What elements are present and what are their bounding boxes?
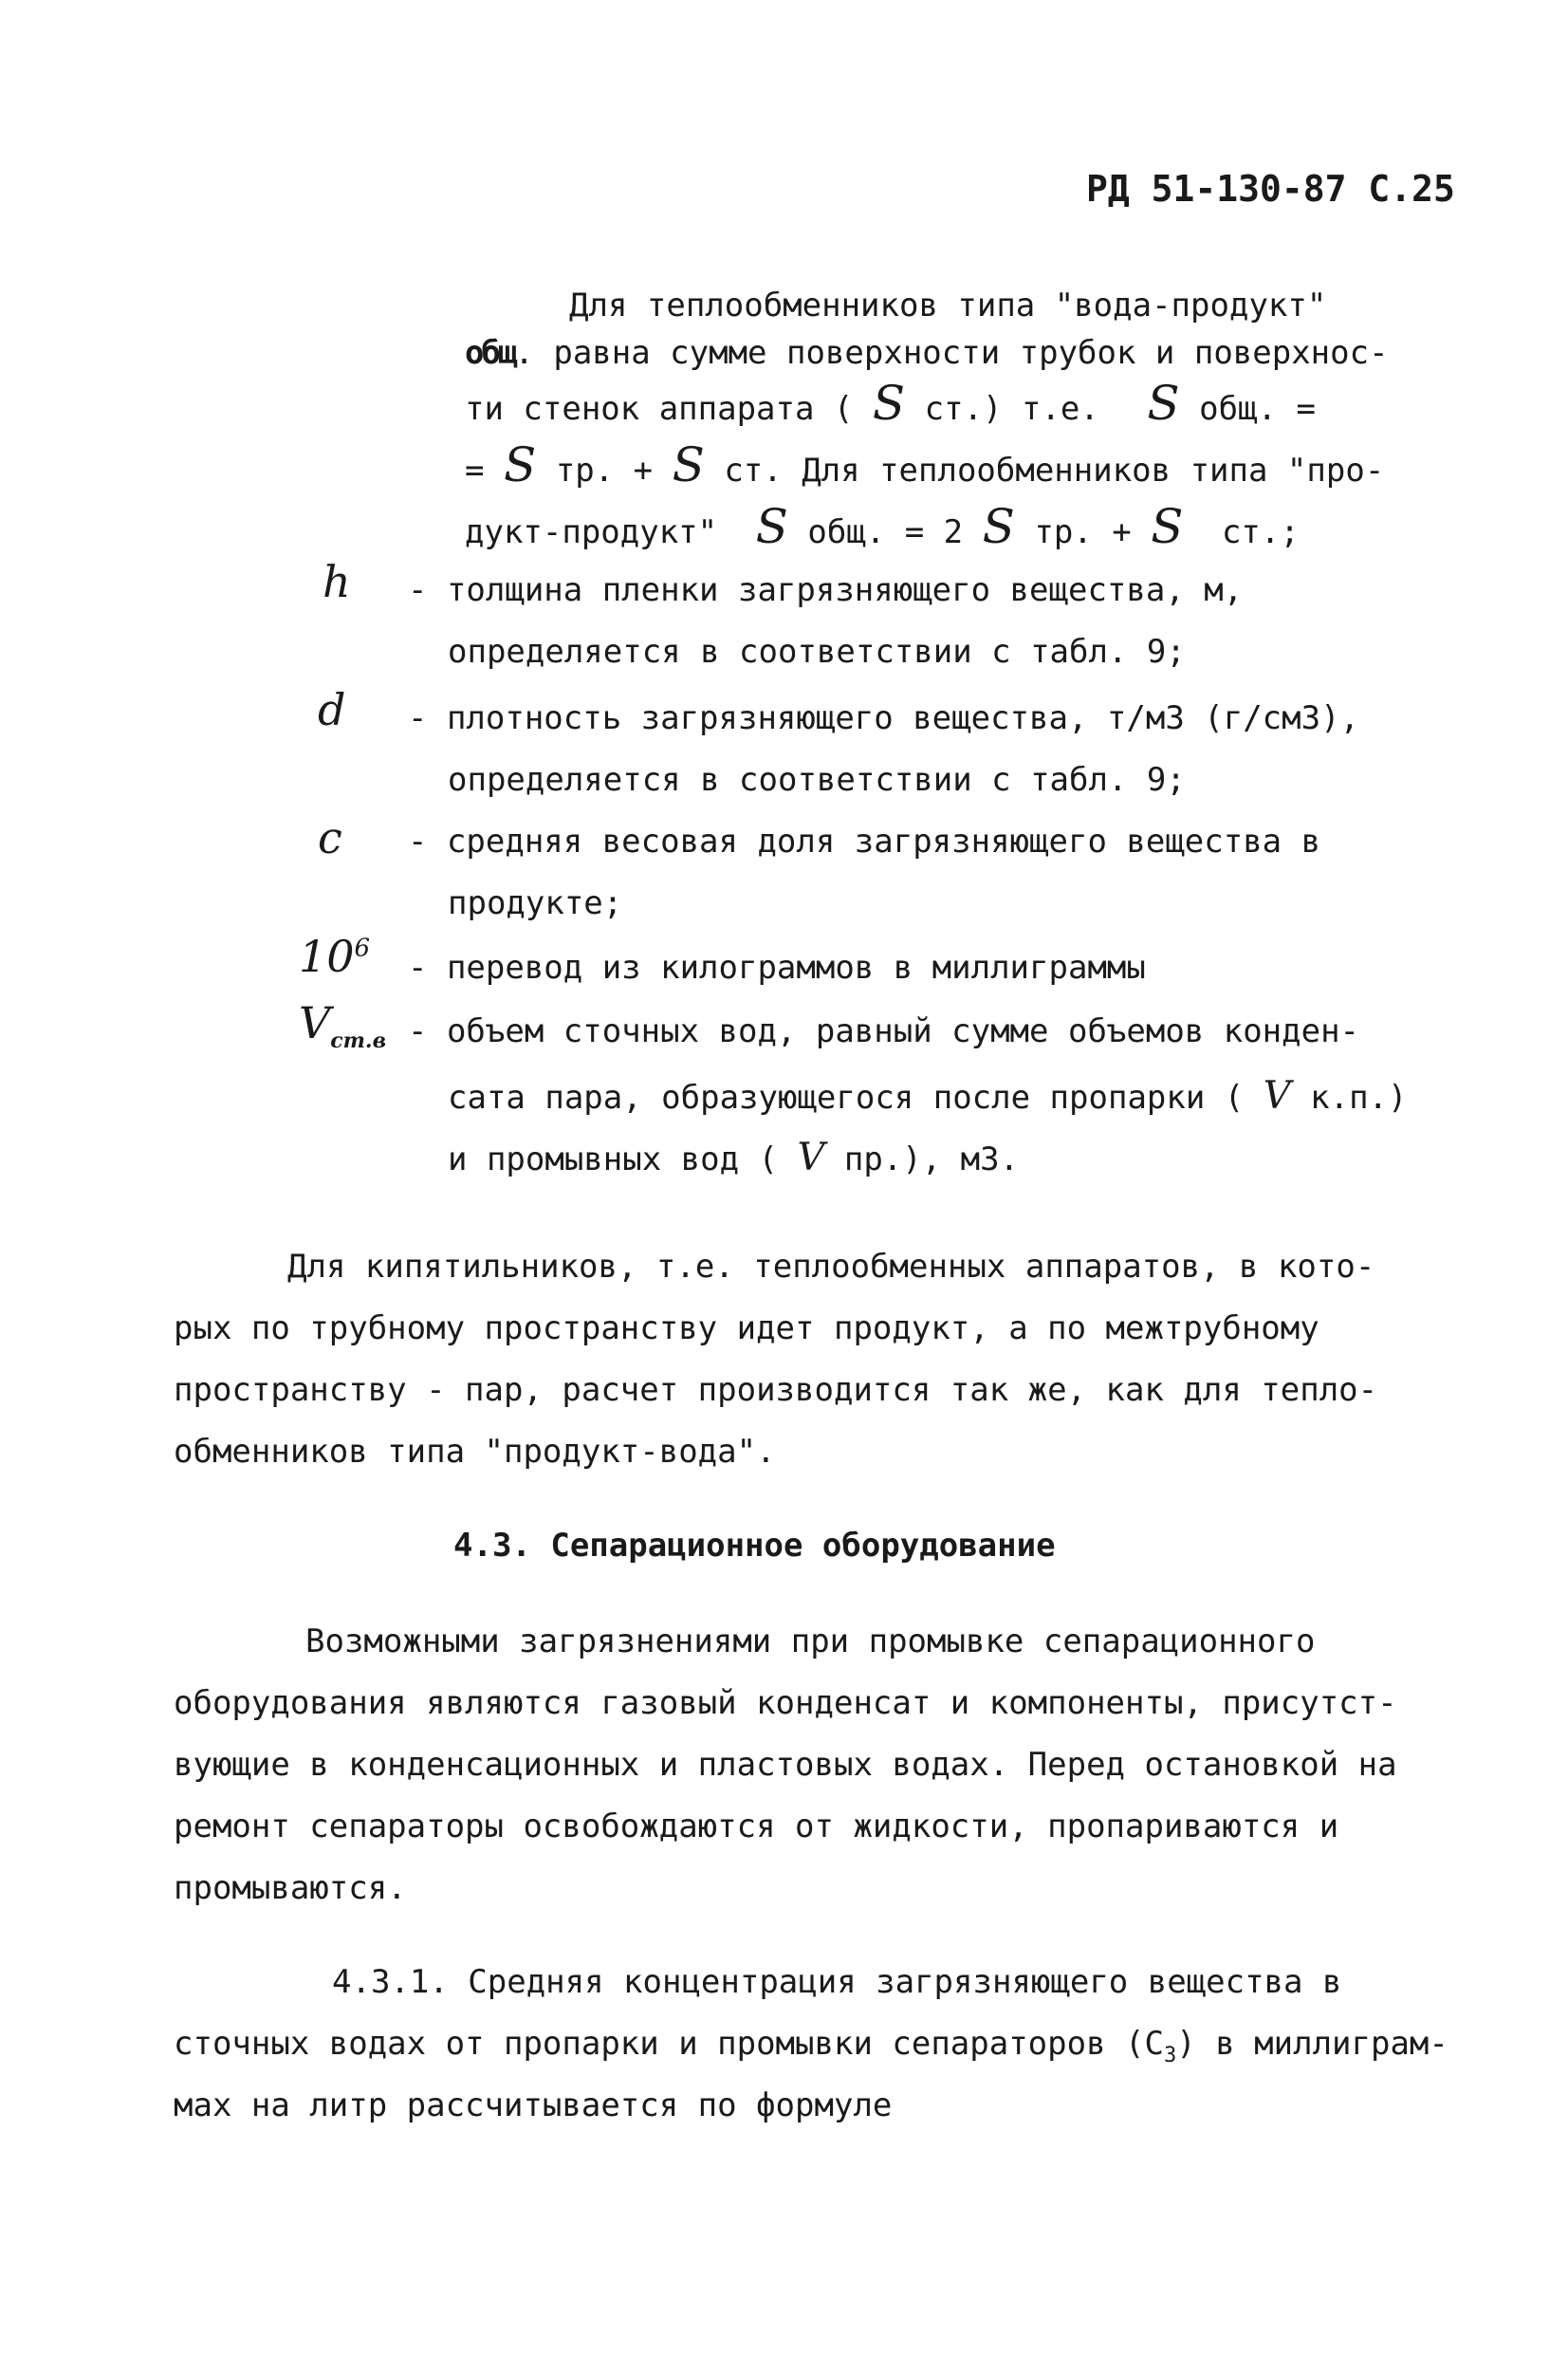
surface-symbol-s: S	[872, 376, 906, 431]
intro-line-2-text: . равна сумме поверхности трубок и поверхнос-	[514, 334, 1389, 372]
ten-base: 10	[299, 931, 355, 982]
definition-v-line-3-text: и промывных вод (	[448, 1140, 778, 1178]
intro-line-3-text-b: ст.) т.е.	[924, 390, 1099, 428]
surface-symbol-s: S	[503, 437, 537, 492]
surface-symbol-s: S	[982, 499, 1015, 554]
intro-line-4	[465, 437, 1385, 492]
paragraph-line: 4.3.1. Средняя концентрация загрязняющего вещества в	[332, 1963, 1342, 2001]
paragraph-line-tail: ) в миллиграм-	[1176, 2025, 1448, 2063]
surface-symbol-s: S	[755, 499, 788, 554]
intro-line-5	[465, 499, 1300, 554]
volume-symbol-v: V	[797, 1136, 825, 1179]
definition-v-line-2-text: сата пара, образующегося после пропарки (	[448, 1079, 1245, 1117]
definition-symbol-d: d	[318, 684, 346, 735]
v-base: V	[299, 997, 331, 1048]
paragraph-line: пространству - пар, расчет производится так же, как для тепло-	[174, 1371, 1378, 1409]
paragraph-line: рых по трубному пространству идет продукт, а по межтрубному	[174, 1309, 1319, 1347]
intro-line-5-text-d: ст.;	[1221, 513, 1300, 551]
paragraph-line: мах на литр рассчитывается по формуле	[174, 2086, 893, 2124]
paragraph-line-text: сточных водах от пропарки и промывки сепараторов (С	[174, 2025, 1164, 2063]
intro-line-5-text-c: тр. +	[1034, 513, 1132, 551]
intro-line-4-text-c: ст. Для теплообменников типа "про-	[724, 452, 1385, 490]
definition-v-line-3-tail: пр.), м3.	[843, 1140, 1020, 1178]
ten-exponent: 6	[354, 934, 371, 963]
paragraph-line	[174, 2025, 1448, 2067]
definition-c-line-2: продукте;	[448, 884, 623, 922]
definition-d-line-1: - плотность загрязняющего вещества, т/м3 (г/см3),	[408, 699, 1360, 737]
definition-v-line-1: - объем сточных вод, равный сумме объемов конден-	[408, 1012, 1360, 1050]
intro-line-5-text-b: общ. = 2	[807, 513, 964, 551]
paragraph-line: оборудования являются газовый конденсат и компоненты, присутст-	[174, 1684, 1397, 1722]
intro-line-5-text-a: дукт-продукт"	[465, 513, 718, 551]
intro-line-1: Для теплообменников типа "вода-продукт"	[569, 287, 1327, 324]
intro-line-4-text-a: =	[465, 452, 485, 490]
definition-h-line-1: - толщина пленки загрязняющего вещества, м,	[408, 571, 1244, 609]
paragraph-line: промываются.	[174, 1869, 407, 1907]
paragraph-line: Возможными загрязнениями при промывке сепарационного	[305, 1622, 1316, 1660]
paragraph-line: вующие в конденсационных и пластовых водах. Перед остановкой на	[174, 1746, 1397, 1784]
intro-line-2	[465, 334, 1389, 372]
definition-v-line-2-tail: к.п.)	[1310, 1079, 1408, 1117]
document-reference: РД 51-130-87 С.25	[1086, 168, 1455, 210]
definition-symbol-v-st-v	[299, 997, 387, 1054]
paragraph-line: ремонт сепараторы освобождаются от жидкости, пропариваются и	[174, 1807, 1339, 1845]
definition-v-line-2	[448, 1074, 1408, 1118]
definition-v-line-3	[448, 1136, 1020, 1179]
definition-symbol-ten-pow-six	[299, 931, 371, 982]
intro-line-3-text-c: общ. =	[1199, 390, 1316, 428]
intro-line-2-prefix: общ	[465, 334, 515, 372]
surface-symbol-s: S	[1147, 376, 1180, 431]
intro-line-3-text-a: ти стенок аппарата (	[465, 390, 854, 428]
definition-ten-pow-six-line-1: - перевод из килограммов в миллиграммы	[408, 949, 1146, 987]
section-title: 4.3. Сепарационное оборудование	[453, 1527, 1056, 1565]
paragraph-line: Для кипятильников, т.е. теплообменных аппаратов, в кото-	[287, 1248, 1375, 1286]
intro-line-4-text-b: тр. +	[555, 452, 654, 490]
definition-symbol-h: h	[323, 556, 351, 607]
intro-line-3	[465, 376, 1316, 431]
paragraph-line: обменников типа "продукт-вода".	[174, 1433, 776, 1471]
v-subscript: ст.в	[330, 1029, 387, 1054]
definition-c-line-1: - средняя весовая доля загрязняющего вещества в	[408, 823, 1321, 861]
surface-symbol-s: S	[1151, 499, 1184, 554]
surface-symbol-s: S	[672, 437, 705, 492]
volume-symbol-v: V	[1263, 1074, 1291, 1118]
definition-d-line-2: определяется в соответствии с табл. 9;	[448, 761, 1186, 799]
definition-symbol-c: c	[318, 812, 342, 863]
definition-h-line-2: определяется в соответствии с табл. 9;	[448, 633, 1186, 671]
concentration-subscript: 3	[1163, 2042, 1177, 2067]
